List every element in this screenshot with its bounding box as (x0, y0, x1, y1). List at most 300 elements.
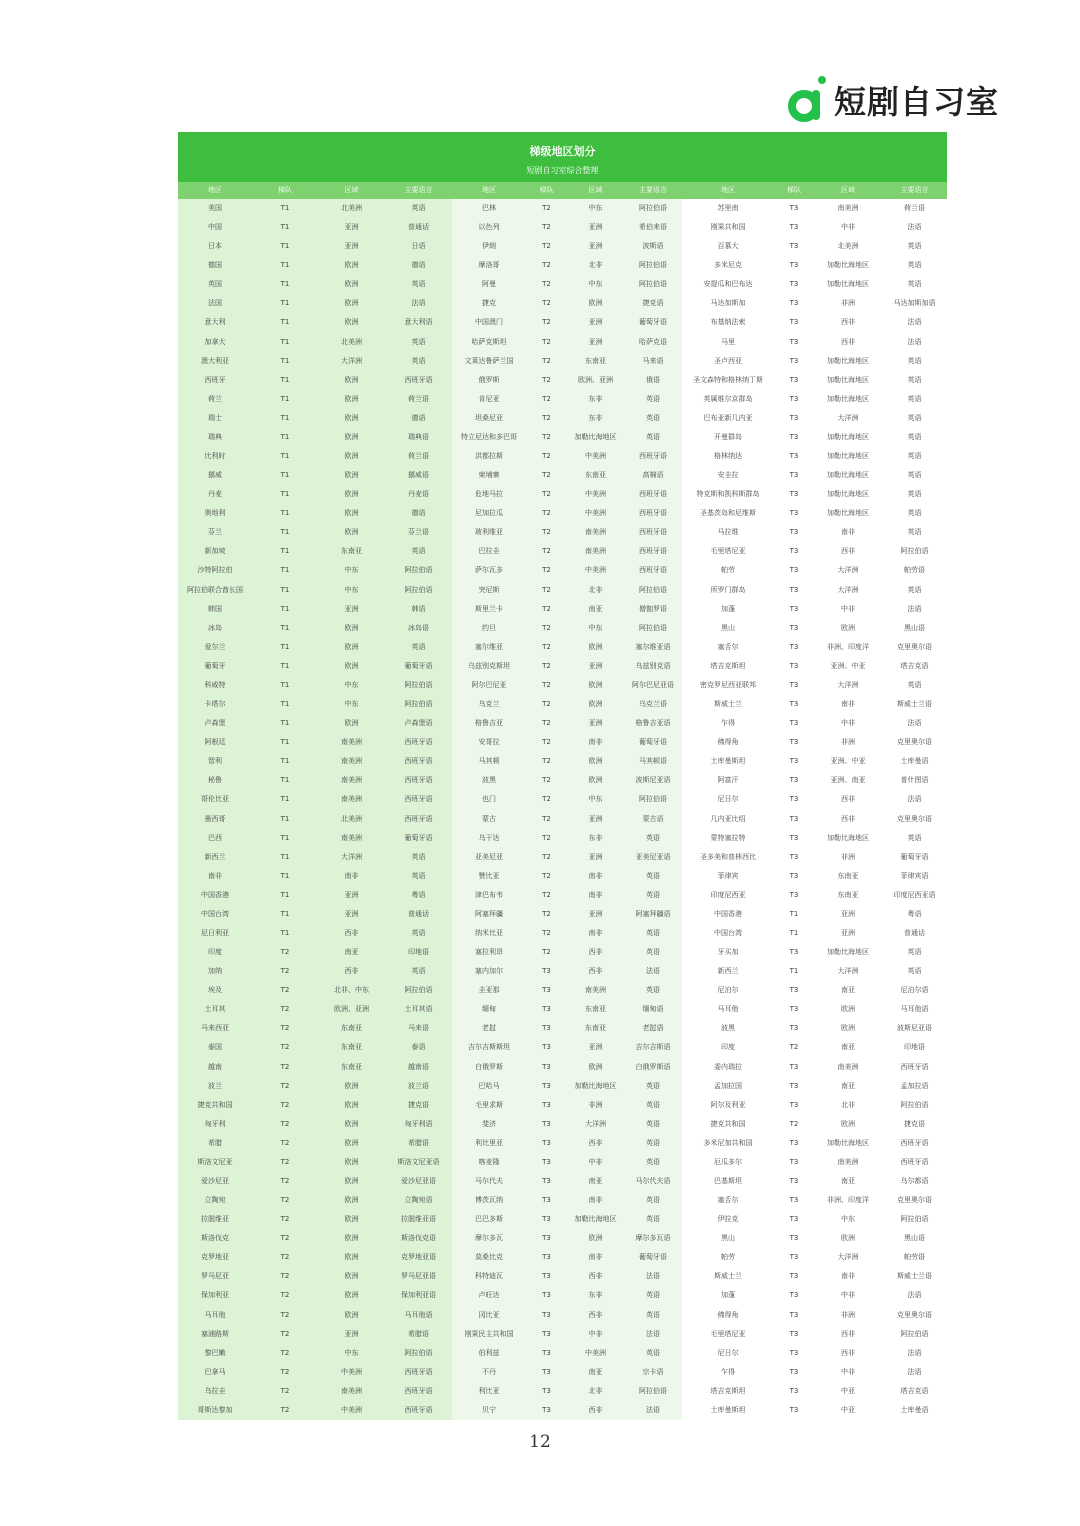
table-cell: 吉尔吉斯斯坦 (468, 1043, 510, 1052)
table-cell: 塞尔维亚 (475, 642, 503, 651)
table-row (178, 1000, 947, 1019)
table-cell: 丹麦 (208, 490, 222, 499)
table-cell: 捷克语 (408, 1100, 429, 1109)
table-cell: T3 (789, 1005, 799, 1014)
table-cell: 粤语 (907, 909, 922, 918)
table-cell: T3 (789, 1196, 799, 1205)
table-cell: 南美洲 (837, 1062, 859, 1071)
table-cell: 东南亚 (585, 356, 606, 365)
table-cell: T1 (280, 623, 290, 632)
table-cell: 加勒比海地区 (827, 948, 869, 957)
table-cell: 中国香港 (201, 890, 229, 899)
table-row (178, 1134, 947, 1153)
table-cell: T2 (280, 1234, 290, 1243)
table-cell: 土耳其 (204, 1005, 226, 1014)
table-cell: 伊拉克 (717, 1215, 739, 1224)
table-cell: T1 (280, 795, 290, 804)
table-cell: T3 (789, 1272, 799, 1281)
table-cell: T3 (789, 528, 799, 537)
table-cell: 波斯尼亚语 (635, 776, 671, 785)
table-cell: 加勒比海地区 (574, 1215, 617, 1224)
table-row (178, 733, 947, 752)
table-cell: T3 (542, 1043, 551, 1052)
table-cell: 中国台湾 (201, 909, 229, 918)
table-row (178, 237, 947, 256)
table-cell: 韩语 (411, 604, 426, 613)
table-cell: 西班牙语 (639, 528, 667, 537)
table-cell: 德语 (411, 261, 426, 270)
table-cell: T2 (542, 700, 551, 709)
table-row (178, 752, 947, 771)
table-cell: 南非 (841, 1272, 855, 1281)
table-cell: 马尔代夫 (475, 1176, 503, 1185)
table-cell: 马耳他语 (404, 1310, 433, 1319)
table-cell: T2 (280, 1176, 290, 1185)
table-cell: T1 (280, 661, 290, 670)
table-cell: 巴巴多斯 (475, 1215, 503, 1224)
table-cell: T3 (789, 394, 799, 403)
table-cell: T3 (542, 1024, 551, 1033)
page-number: 12 (529, 1432, 551, 1452)
table-row (178, 294, 947, 313)
table-cell: 匈牙利 (204, 1119, 226, 1128)
table-cell: 西班牙语 (639, 490, 667, 499)
table-cell: 新西兰 (717, 967, 739, 976)
table-cell: 泰语 (411, 1043, 426, 1052)
table-cell: 加蓬 (721, 1291, 735, 1300)
table-cell: T3 (789, 1329, 799, 1338)
table-cell: 欧洲 (344, 452, 359, 461)
table-cell: 尼日利亚 (201, 928, 229, 937)
table-cell: T3 (789, 1291, 799, 1300)
table-cell: 罗马尼亚语 (401, 1272, 436, 1281)
table-cell: 南美洲 (341, 833, 362, 842)
table-cell: 西非 (588, 1310, 603, 1319)
table-cell: 欧洲 (344, 413, 359, 422)
table-cell: T2 (542, 738, 551, 747)
table-cell: T1 (280, 909, 290, 918)
table-cell: 法语 (907, 337, 922, 346)
table-cell: 哥斯达黎加 (197, 1405, 233, 1414)
table-cell: 丹麦语 (408, 490, 429, 499)
table-cell: 英语 (907, 833, 922, 842)
table-row (178, 1191, 947, 1210)
table-cell: 斯洛文尼亚 (197, 1157, 233, 1166)
table-cell: 马其顿 (478, 757, 500, 766)
table-cell: T2 (542, 871, 551, 880)
table-cell: T2 (542, 566, 551, 575)
table-cell: 突尼斯 (478, 585, 500, 594)
table-row (178, 1286, 947, 1305)
table-cell: 委内瑞拉 (714, 1062, 742, 1071)
table-cell: 土库曼语 (900, 757, 929, 766)
table-cell: T2 (280, 1157, 290, 1166)
table-cell: 越南 (208, 1062, 222, 1071)
table-cell: 毛里塔尼亚 (710, 1329, 746, 1338)
table-cell: 南美洲 (341, 776, 362, 785)
table-row (178, 352, 947, 371)
table-row (178, 523, 947, 542)
table-cell: 北非、中东 (334, 986, 369, 995)
table-cell: 英语 (907, 242, 922, 251)
table-cell: 亚洲 (588, 909, 603, 918)
column-header: 梯队 (787, 186, 801, 194)
table-cell: 津巴布韦 (475, 890, 503, 899)
table-cell: 乍得 (721, 1367, 735, 1376)
table-cell: 巴布亚新几内亚 (703, 413, 753, 422)
table-cell: T3 (789, 1367, 799, 1376)
table-cell: T1 (280, 337, 290, 346)
table-cell: 莫桑比克 (475, 1253, 503, 1262)
table-cell: 大洋洲 (341, 852, 362, 861)
table-cell: 格鲁吉亚语 (635, 719, 671, 728)
table-cell: 阿拉伯语 (900, 1100, 929, 1109)
table-cell: 欧洲 (588, 757, 603, 766)
table-row (178, 1038, 947, 1057)
table-row (178, 714, 947, 733)
table-cell: 亚美尼亚 (475, 852, 503, 861)
table-cell: 黑山 (721, 1234, 735, 1243)
table-cell: 欧洲 (588, 680, 603, 689)
table-cell: 冈比亚 (478, 1310, 500, 1319)
table-cell: 西班牙语 (404, 1386, 433, 1395)
table-cell: 安哥拉 (478, 738, 500, 747)
table-cell: 伊朗 (482, 242, 496, 251)
table-cell: 英语 (411, 356, 426, 365)
table-row (178, 1248, 947, 1267)
table-cell: 韩国 (208, 604, 222, 613)
table-cell: 刚果民主共和国 (464, 1329, 514, 1338)
table-row (178, 542, 947, 561)
table-cell: 中国澳门 (475, 318, 503, 327)
table-cell: 欧洲 (588, 1062, 603, 1071)
table-cell: 北非 (588, 261, 603, 270)
column-header: 梯队 (278, 186, 292, 194)
table-cell: 德国 (208, 261, 222, 270)
table-cell: 俄罗斯 (478, 375, 500, 384)
table-cell: 大洋洲 (585, 1119, 606, 1128)
table-cell: 阿拉伯语 (639, 623, 667, 632)
table-cell: 塔吉克斯坦 (710, 661, 746, 670)
table-cell: T1 (280, 757, 290, 766)
table-cell: 阿塞拜疆语 (635, 909, 671, 918)
table-cell: 英语 (411, 547, 426, 556)
table-cell: 巴林 (482, 204, 496, 212)
table-cell: T3 (542, 986, 551, 995)
table-cell: 欧洲 (344, 432, 359, 441)
table-cell: 希腊语 (408, 1329, 429, 1338)
table-cell: 西班牙语 (404, 776, 433, 785)
table-cell: 牙买加 (717, 948, 739, 957)
table-cell: 中东 (588, 204, 603, 212)
table-cell: 欧洲 (344, 490, 359, 499)
table-cell: T3 (789, 585, 799, 594)
table-cell: 澳大利亚 (201, 356, 229, 365)
table-cell: 欧洲 (344, 1310, 359, 1319)
table-row (178, 1344, 947, 1363)
table-cell: T3 (789, 261, 799, 270)
table-cell: T2 (280, 1310, 290, 1319)
table-cell: 百慕大 (717, 242, 739, 251)
table-cell: 格林纳达 (714, 452, 742, 461)
table-cell: 中东 (588, 280, 603, 289)
table-cell: 巴基斯坦 (714, 1176, 742, 1185)
table-subtitle: 短剧自习室综合整理 (526, 166, 599, 175)
table-cell: T1 (280, 852, 290, 861)
table-cell: T2 (542, 623, 551, 632)
table-row (178, 771, 947, 790)
table-cell: 欧洲 (344, 471, 359, 480)
table-cell: T1 (280, 928, 290, 937)
table-row (178, 1267, 947, 1286)
table-cell: 西非 (588, 967, 603, 976)
table-cell: 摩尔多瓦语 (635, 1234, 671, 1243)
table-cell: 普什图语 (900, 776, 929, 785)
table-cell: 纳米比亚 (475, 928, 503, 937)
table-cell: 圣多美和普林西比 (700, 852, 756, 861)
table-cell: T3 (542, 1138, 551, 1147)
table-cell: 欧洲 (841, 1024, 855, 1033)
table-cell: 挪威语 (408, 471, 429, 480)
table-cell: T2 (280, 1253, 290, 1262)
table-cell: T1 (280, 490, 290, 499)
table-cell: 立陶宛语 (404, 1196, 433, 1205)
table-cell: 摩尔多瓦 (475, 1234, 503, 1243)
table-cell: 僧伽罗语 (639, 604, 667, 613)
table-cell: 英语 (646, 1100, 660, 1109)
table-cell: 阿拉伯语 (900, 1329, 929, 1338)
table-cell: 英语 (907, 432, 922, 441)
table-cell: 法语 (907, 719, 922, 728)
table-cell: 新加坡 (204, 547, 226, 556)
table-cell: 亚洲、中亚 (830, 757, 866, 766)
table-cell: 荷兰语 (408, 394, 429, 403)
table-cell: 南非 (841, 700, 855, 709)
table-cell: 东南亚 (341, 547, 362, 556)
table-cell: 南美洲 (837, 1157, 859, 1166)
table-cell: 加勒比海地区 (827, 509, 869, 518)
table-cell: 南非 (588, 890, 603, 899)
table-row (178, 447, 947, 466)
table-cell: 圣文森特和格林纳丁斯 (693, 375, 763, 384)
table-cell: 孟加拉语 (900, 1081, 929, 1090)
table-cell: 阿拉伯联合酋长国 (187, 585, 243, 594)
table-cell: 非洲 (588, 1100, 603, 1109)
table-cell: 塔吉克斯坦 (710, 1386, 746, 1395)
table-cell: 捷克语 (642, 299, 664, 308)
table-cell: 中东 (344, 680, 359, 689)
table-cell: 波黑 (482, 776, 496, 785)
table-cell: T3 (789, 337, 799, 346)
table-cell: 西班牙语 (404, 1367, 433, 1376)
table-cell: 乍得 (721, 719, 735, 728)
table-cell: 加勒比海地区 (827, 432, 869, 441)
table-cell: 亚美尼亚语 (635, 852, 671, 861)
table-cell: 多米尼加共和国 (703, 1138, 753, 1147)
table-cell: T2 (542, 948, 551, 957)
table-cell: T1 (280, 547, 290, 556)
table-cell: 英语 (411, 967, 426, 976)
table-cell: T3 (789, 833, 799, 842)
table-cell: 法语 (646, 1405, 660, 1414)
table-cell: T3 (542, 1348, 551, 1357)
table-cell: 安提瓜和巴布达 (703, 280, 753, 289)
table-cell: 东非 (588, 1291, 603, 1300)
table-cell: 赞比亚 (478, 871, 500, 880)
table-cell: 塞尔维亚语 (635, 642, 671, 651)
table-cell: 南非 (588, 1253, 603, 1262)
table-cell: T3 (789, 1234, 799, 1243)
table-row (178, 676, 947, 695)
table-row (178, 1019, 947, 1038)
table-cell: T1 (280, 413, 290, 422)
column-header: 区域 (841, 186, 855, 194)
table-cell: 塞舌尔 (717, 642, 739, 651)
table-cell: 南亚 (344, 948, 359, 957)
table-cell: 佛得角 (717, 1310, 739, 1319)
table-cell: 几内亚比绍 (710, 814, 746, 823)
table-cell: 中东 (588, 623, 603, 632)
table-cell: 密克罗尼西亚联邦 (700, 680, 756, 689)
table-cell: 博茨瓦纳 (475, 1196, 503, 1205)
table-cell: 芬兰 (208, 528, 222, 537)
table-cell: 土库曼语 (900, 1405, 929, 1414)
table-cell: 英语 (907, 356, 922, 365)
table-cell: 匈牙利语 (404, 1119, 433, 1128)
table-cell: T2 (280, 1100, 290, 1109)
table-cell: 阿拉伯语 (639, 261, 667, 270)
table-cell: 墨西哥 (204, 814, 226, 823)
table-cell: T1 (280, 585, 290, 594)
table-cell: 英语 (907, 948, 922, 957)
table-cell: 亚洲 (344, 909, 359, 918)
table-cell: 阿尔及利亚 (710, 1100, 746, 1109)
table-cell: 中非 (841, 1291, 855, 1300)
table-cell: 亚洲 (841, 909, 855, 918)
table-cell: T1 (280, 814, 290, 823)
table-cell: 西班牙语 (404, 814, 433, 823)
table-cell: T1 (280, 223, 290, 232)
table-cell: 欧洲 (344, 1215, 359, 1224)
table-cell: T3 (789, 776, 799, 785)
table-cell: 泰国 (208, 1043, 222, 1052)
table-cell: 文莱达鲁萨兰国 (464, 356, 514, 365)
table-cell: T3 (789, 509, 799, 518)
table-cell: T1 (789, 928, 799, 937)
table-cell: 南美洲 (585, 547, 606, 556)
table-cell: 葡萄牙语 (404, 833, 433, 842)
table-cell: 西班牙语 (900, 1157, 929, 1166)
table-cell: T3 (789, 471, 799, 480)
table-row (178, 1401, 947, 1420)
table-cell: 马达加斯加语 (893, 299, 936, 308)
table-row (178, 218, 947, 237)
table-cell: 西班牙语 (639, 566, 667, 575)
table-cell: 特立尼达和多巴哥 (461, 432, 517, 441)
table-cell: 英语 (411, 852, 426, 861)
table-header-row (178, 182, 947, 199)
table-cell: T3 (542, 1196, 551, 1205)
table-cell: 加勒比海地区 (574, 1081, 617, 1090)
table-cell: 捷克共和国 (197, 1100, 233, 1109)
table-cell: 北美洲 (341, 204, 362, 212)
table-cell: 欧洲 (344, 375, 359, 384)
table-cell: 巴哈马 (478, 1081, 500, 1090)
table-row (178, 256, 947, 275)
table-cell: 亚洲 (344, 1329, 359, 1338)
table-cell: 英语 (411, 280, 426, 289)
table-cell: 智利 (208, 757, 222, 766)
table-cell: T1 (280, 356, 290, 365)
table-cell: 南亚 (588, 604, 603, 613)
table-cell: T1 (280, 242, 290, 251)
table-cell: 西非 (841, 318, 855, 327)
table-row (178, 1306, 947, 1325)
table-cell: T1 (789, 967, 799, 976)
table-cell: 亚洲 (588, 318, 603, 327)
table-cell: T2 (280, 1291, 290, 1300)
table-cell: 阿拉伯语 (639, 280, 667, 289)
table-cell: 西班牙 (204, 375, 226, 384)
table-cell: T3 (789, 604, 799, 613)
table-cell: T2 (542, 204, 551, 212)
table-cell: 东南亚 (585, 471, 606, 480)
table-cell: 尼日尔 (717, 795, 739, 804)
table-cell: 葡萄牙语 (639, 318, 667, 327)
table-cell: 欧洲 (344, 1081, 359, 1090)
table-cell: 印地语 (408, 948, 429, 957)
table-cell: 斯威士兰 (714, 1272, 742, 1281)
table-cell: 肯尼亚 (478, 394, 500, 403)
table-cell: 贝宁 (482, 1405, 496, 1414)
table-cell: T3 (789, 242, 799, 251)
table-cell: 克里奥尔语 (897, 642, 932, 651)
table-cell: T3 (542, 967, 551, 976)
table-cell: 哥伦比亚 (201, 795, 229, 804)
table-row (178, 199, 947, 218)
table-cell: 西非 (841, 814, 855, 823)
table-cell: 南美洲 (341, 795, 362, 804)
table-cell: 阿曼 (482, 280, 496, 289)
table-cell: 葡萄牙语 (639, 1253, 667, 1262)
table-cell: 帕劳 (721, 566, 735, 575)
table-cell: 亚洲 (344, 223, 359, 232)
table-cell: 加勒比海地区 (827, 490, 869, 499)
table-cell: 芬兰语 (408, 528, 429, 537)
table-cell: T3 (542, 1367, 551, 1376)
table-cell: 立陶宛 (204, 1196, 226, 1205)
table-cell: 不丹 (482, 1367, 496, 1376)
table-cell: 加纳 (208, 967, 222, 976)
table-cell: 巴西 (208, 833, 222, 842)
table-cell: T3 (789, 299, 799, 308)
table-cell: 阿尔巴尼亚语 (632, 680, 674, 689)
table-cell: 挪威 (208, 471, 222, 480)
table-cell: T1 (280, 204, 290, 212)
table-cell: T2 (542, 928, 551, 937)
table-cell: 英语 (907, 680, 922, 689)
table-cell: T3 (789, 661, 799, 670)
table-cell: 格鲁吉亚 (475, 719, 503, 728)
table-cell: T3 (789, 948, 799, 957)
table-cell: 阿塞拜疆 (475, 909, 503, 918)
table-cell: 英语 (646, 1138, 660, 1147)
table-cell: T3 (542, 1405, 551, 1414)
table-cell: 也门 (482, 795, 496, 804)
table-cell: 德语 (411, 413, 426, 422)
table-cell: 大洋洲 (837, 967, 859, 976)
table-cell: 西非 (588, 948, 603, 957)
